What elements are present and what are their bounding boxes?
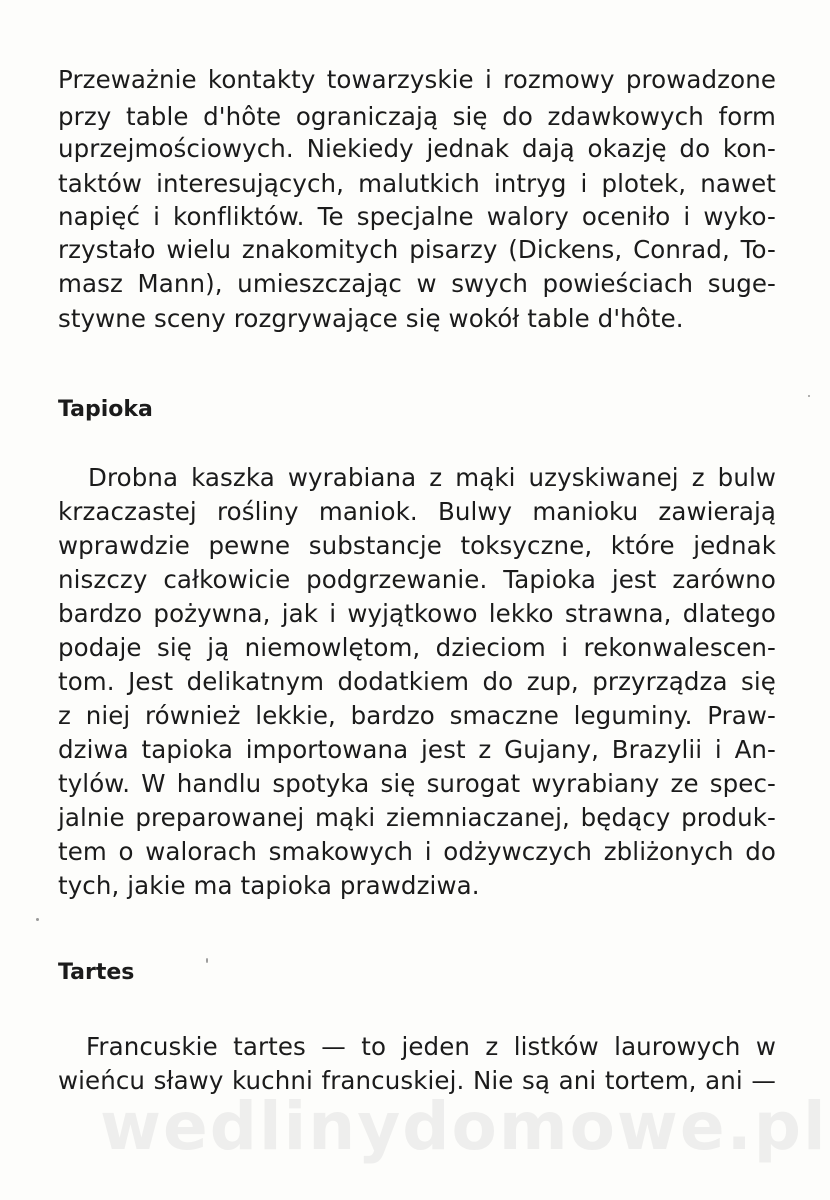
text-line: stywne sceny rozgrywające się wokół table d'hôte. bbox=[58, 304, 684, 333]
section-heading-tartes: Tartes bbox=[58, 960, 135, 985]
text-line: krzaczastej rośliny maniok. Bulwy manioku zawierają bbox=[58, 497, 776, 526]
scan-speck bbox=[36, 918, 39, 921]
text-line: Francuskie tartes — to jeden z listków laurowych w bbox=[86, 1032, 776, 1061]
text-line: wprawdzie pewne substancje toksyczne, które jednak bbox=[58, 531, 776, 560]
text-line: wieńcu sławy kuchni francuskiej. Nie są ani tortem, ani — bbox=[58, 1066, 776, 1095]
text-line: tylów. W handlu spotyka się surogat wyrabiany ze spec- bbox=[58, 769, 776, 798]
text-line: przy table d'hôte ograniczają się do zdawkowych form bbox=[58, 102, 776, 131]
text-line: dziwa tapioka importowana jest z Gujany, Brazylii i An- bbox=[58, 735, 776, 764]
text-line: z niej również lekkie, bardzo smaczne leguminy. Praw- bbox=[58, 701, 776, 730]
scan-speck bbox=[808, 395, 810, 397]
text-line: tom. Jest delikatnym dodatkiem do zup, przyrządza się bbox=[58, 667, 776, 696]
text-line: bardzo pożywna, jak i wyjątkowo lekko strawna, dlatego bbox=[58, 599, 776, 628]
text-line: masz Mann), umieszczając w swych powieściach suge- bbox=[58, 269, 776, 298]
text-line: rzystało wielu znakomitych pisarzy (Dickens, Conrad, To- bbox=[58, 235, 776, 264]
text-line: napięć i konfliktów. Te specjalne walory oceniło i wyko- bbox=[58, 202, 776, 231]
text-line: Przeważnie kontakty towarzyskie i rozmowy prowadzone bbox=[58, 65, 776, 94]
text-line: jalnie preparowanej mąki ziemniaczanej, będący produk- bbox=[58, 803, 776, 832]
text-line: Drobna kaszka wyrabiana z mąki uzyskiwanej z bulw bbox=[88, 463, 776, 492]
text-line: niszczy całkowicie podgrzewanie. Tapioka jest zarówno bbox=[58, 565, 776, 594]
section-heading-tapioka: Tapioka bbox=[58, 397, 153, 422]
text-line: taktów interesujących, malutkich intryg i plotek, nawet bbox=[58, 169, 776, 198]
scan-speck bbox=[206, 958, 208, 963]
watermark-text: wedlinydomowe.pl bbox=[100, 1088, 828, 1165]
text-line: uprzejmościowych. Niekiedy jednak dają okazję do kon- bbox=[58, 134, 776, 163]
text-line: podaje się ją niemowlętom, dzieciom i rekonwalescen- bbox=[58, 633, 776, 662]
text-line: tych, jakie ma tapioka prawdziwa. bbox=[58, 871, 480, 900]
text-line: tem o walorach smakowych i odżywczych zbliżonych do bbox=[58, 837, 776, 866]
